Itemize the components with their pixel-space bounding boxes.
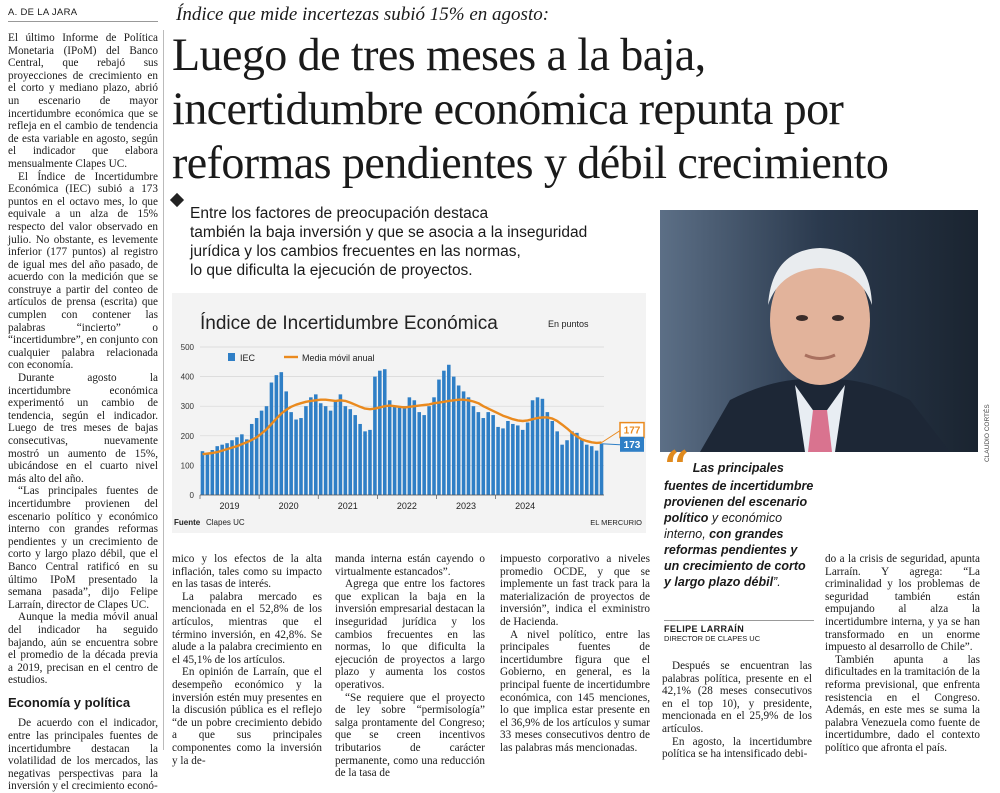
chart-bar: [368, 430, 372, 495]
deck-line: también la baja inversión y que se asocia a la inseguridad: [190, 224, 588, 241]
chart-bar: [280, 372, 284, 495]
paragraph: El Índice de Incertidumbre Económica (IEC) subió a 173 puntos en el octavo mes, lo que equivale a un alza de 15% respecto del valor observado en julio. No obstante, es levemente inferior (177 puntos) al registro de igual mes del año pasado, de acuerdo con la medición que se construye a partir del conteo de artículos de prensa (escrita) que cumplen con contener las palabras “incierto” o “incertidumbre”, en conjunto con cualquier palabra relacionada con economía.: [8, 170, 158, 372]
chart-bar: [521, 430, 525, 495]
chart-bar: [245, 439, 249, 495]
chart-bar: [516, 425, 520, 495]
chart-bar: [201, 451, 205, 495]
deck-bullet: [170, 193, 184, 207]
paragraph: mico y los efectos de la alta inflación, tales como su impacto en las tasas de interés.: [172, 553, 322, 591]
chart-bar: [585, 445, 589, 495]
chart-bar: [334, 400, 338, 495]
legend-label: IEC: [240, 353, 256, 363]
chart-source-label: Fuente: [174, 518, 201, 527]
chart-bar: [299, 418, 303, 495]
chart-unit-label: En puntos: [548, 319, 589, 329]
callout-leader: [602, 444, 620, 445]
chart-bar: [575, 433, 579, 495]
quote-end: ”.: [773, 575, 781, 589]
chart-bar: [344, 406, 348, 495]
x-tick-label: 2024: [515, 501, 536, 511]
chart-bar: [225, 443, 229, 495]
paragraph: En agosto, la incertidumbre política se ha intensificado debi-: [662, 735, 812, 761]
column-1: [8, 32, 158, 793]
column-5: [662, 660, 812, 761]
x-tick-label: 2023: [456, 501, 477, 511]
chart-bar: [270, 383, 274, 495]
chart-bar: [526, 422, 530, 495]
chart-bar: [477, 412, 481, 495]
chart-bar: [541, 399, 545, 495]
chart-bar: [457, 385, 461, 495]
chart-bar: [284, 391, 288, 495]
byline-rule: [8, 21, 158, 22]
kicker: Índice que mide incertezas subió 15% en agosto:: [176, 4, 550, 25]
chart-bar: [442, 371, 446, 495]
chart-bar: [600, 444, 604, 495]
legend-label: Media móvil anual: [302, 353, 375, 363]
paragraph: “Las principales fuentes de incertidumbre provienen del escenario político y económico interno con grandes reformas pendientes y un crecimiento de corto y largo plazo débil, que el Banco Central ratificó en su último IPoM presentado la semana pasada”, dijo Felipe Larraín, director de Clapes UC.: [8, 485, 158, 611]
chart-source: Clapes UC: [206, 518, 245, 527]
chart-bar: [580, 439, 584, 495]
chart-bar: [403, 406, 407, 495]
chart-bar: [294, 420, 298, 495]
chart-bar: [590, 446, 594, 495]
chart-bar: [422, 415, 426, 495]
chart-bar: [501, 428, 505, 495]
quote-author: [664, 620, 814, 644]
chart-bar: [309, 397, 313, 495]
paragraph: Durante agosto la incertidumbre económica experimentó un cambio de tendencia, según el indicador. Luego de tres meses de bajas consecutivas, nuevamente mostró un aumento de 15%, ubicándose en el cuarto nivel más alto del año.: [8, 372, 158, 485]
y-tick-label: 100: [180, 461, 194, 471]
chart-bar: [511, 424, 515, 495]
chart-bar: [472, 406, 476, 495]
paragraph: La palabra mercado es mencionada en el 52,8% de los artículos, mientras que el término inversión, en 42,8%. Se alude a la palabra crecimiento en el 45,1% de los artículos.: [172, 590, 322, 666]
chart-bar: [536, 397, 540, 495]
paragraph: impuesto corporativo a niveles promedio OCDE, y que se implemente un fast track para la materialización de proyectos de inversión”, indica el exministro de Hacienda.: [500, 553, 650, 628]
chart-bar: [314, 394, 318, 495]
deck: [190, 204, 630, 280]
photo-credit: CLAUDIO CORTÉS: [984, 404, 991, 462]
y-tick-label: 200: [180, 431, 194, 441]
chart-bar: [363, 431, 367, 495]
chart-bar: [546, 412, 550, 495]
chart-bar: [373, 377, 377, 495]
y-tick-label: 0: [189, 491, 194, 500]
headline: [172, 28, 981, 190]
chart-bar: [398, 408, 402, 495]
chart-bar: [388, 400, 392, 495]
paragraph: De acuerdo con el indicador, entre las principales fuentes de incertidumbre destacan la volatilidad de los mercados, las negativas perspectivas para la inversión y el crecimiento econó-: [8, 717, 158, 793]
chart-bar: [432, 397, 436, 495]
callout-leader: [602, 431, 620, 443]
chart-bar: [250, 424, 254, 495]
chart-bar: [319, 403, 323, 495]
chart-bar: [348, 409, 352, 495]
paragraph: do a la crisis de seguridad, apunta Larraín. Y agrega: “La criminalidad y los problemas de seguridad también están empujando al alza la incertidumbre interna, y ya se han transformado en un enorme impuesto al desarrollo de Chile”.: [825, 553, 980, 654]
chart-bar: [255, 418, 259, 495]
paragraph: “Se requiere que el proyecto de ley sobre “permisología” salga prontamente del Congreso; que se creen incentivos tributarios de carácter permanente, como una reducción de la tasa de: [335, 691, 485, 780]
chart-bar: [452, 377, 456, 495]
column-2: [172, 553, 322, 767]
chart-bar: [383, 369, 387, 495]
x-tick-label: 2019: [219, 501, 240, 511]
chart-bar: [496, 427, 500, 495]
headline-line: reformas pendientes y débil crecimiento: [172, 137, 889, 189]
y-tick-label: 500: [180, 343, 194, 352]
chart: [172, 293, 646, 533]
x-tick-label: 2020: [278, 501, 299, 511]
byline: A. DE LA JARA: [8, 7, 78, 18]
deck-line: jurídica y los cambios frecuentes en las normas,: [190, 243, 521, 260]
y-tick-label: 400: [180, 372, 194, 382]
chart-bar: [408, 397, 412, 495]
x-tick-label: 2022: [396, 501, 417, 511]
chart-bar: [462, 391, 466, 495]
chart-bar: [329, 411, 333, 495]
chart-bar: [555, 431, 559, 495]
paragraph: Agrega que entre los factores que explican la baja en la inversión empresarial destacan la inseguridad jurídica y los cambios frecuentes en las normas, lo que dificulta la ejecución de proyectos a largo plazo y aumenta los costos operativos.: [335, 578, 485, 691]
column-6: [825, 553, 980, 755]
deck-line: lo que dificulta la ejecución de proyectos.: [190, 262, 473, 279]
chart-bar: [265, 406, 269, 495]
chart-bar: [570, 431, 574, 495]
chart-bar: [467, 397, 471, 495]
chart-bar: [275, 375, 279, 495]
paragraph: A nivel político, entre las principales fuentes de incertidumbre figura que el Gobierno, en general, es la principal fuente de incertidumbre económica, con 145 menciones, lo que implica estar presente en el 36,9% de los artículos y sumar 33 meses consecutivos dentro de las palabras más mencionadas.: [500, 628, 650, 754]
chart-svg: [172, 293, 646, 533]
chart-bar: [353, 415, 357, 495]
chart-bar: [447, 365, 451, 495]
chart-bar: [260, 411, 264, 495]
chart-bar: [324, 406, 328, 495]
portrait-photo: [660, 210, 978, 452]
chart-bar: [550, 421, 554, 495]
quote-text: y económico interno,: [664, 511, 783, 541]
quote-bold: con grandes reformas pendientes y un crecimiento de corto y largo plazo débil: [664, 527, 806, 589]
chart-bar: [393, 406, 397, 495]
portrait-illustration: [660, 210, 978, 452]
chart-bar: [595, 451, 599, 495]
paragraph: En opinión de Larraín, que el desempeño económico y la inversión estén muy presentes en la discusión pública es el reflejo “de un pobre crecimiento debido a que sus principales componentes como la inversión y la de-: [172, 666, 322, 767]
chart-bar: [378, 371, 382, 495]
paragraph: Después se encuentran las palabras política, presente en el 42,1% (28 meses consecutivos en el top 10), y presidente, mencionada en el 25,9% de los artículos.: [662, 660, 812, 735]
x-tick-label: 2021: [337, 501, 358, 511]
chart-bar: [339, 394, 343, 495]
deck-line: Entre los factores de preocupación destaca: [190, 205, 489, 222]
paragraph: También apunta a las dificultades en la tramitación de la reforma previsional, que enfrenta resistencia en el Congreso. Además, en este mes se suma la palabra Venezuela como fuente de incertidumbre, dado el contexto político que afronta el país.: [825, 653, 980, 754]
quote-bold: Las principales fuentes de incertidumbre provienen del escenario político: [664, 461, 814, 525]
chart-bar: [211, 450, 215, 495]
chart-bar: [482, 418, 486, 495]
chart-bar: [531, 400, 535, 495]
chart-title: Índice de Incertidumbre Económica: [200, 313, 498, 334]
column-rule: [163, 30, 164, 750]
column-3: [335, 553, 485, 780]
callout-label: 173: [623, 439, 641, 451]
chart-bar: [206, 454, 210, 495]
legend-swatch-bars: [228, 353, 235, 361]
quote-author-role: DIRECTOR DE CLAPES UC: [664, 634, 761, 643]
chart-bar: [565, 440, 569, 495]
chart-bar: [427, 406, 431, 495]
chart-bar: [506, 421, 510, 495]
chart-bar: [560, 445, 564, 495]
chart-publisher: EL MERCURIO: [590, 518, 642, 527]
column-4: [500, 553, 650, 755]
chart-bar: [486, 412, 490, 495]
chart-bar: [304, 406, 308, 495]
headline-line: incertidumbre económica repunta por: [172, 83, 844, 135]
callout-label: 177: [623, 425, 641, 437]
paragraph: manda interna están cayendo o virtualmente estancados”.: [335, 553, 485, 578]
chart-bar: [413, 400, 417, 495]
paragraph: Aunque la media móvil anual del indicador ha seguido bajando, aún se encuentra sobre el promedio de la década previa a 2019, precisan en el centro de estudios.: [8, 611, 158, 687]
chart-bar: [358, 424, 362, 495]
headline-line: Luego de tres meses a la baja,: [172, 29, 706, 81]
subhead: Economía y política: [8, 694, 131, 710]
quote-mark-icon: “: [664, 442, 690, 493]
pull-quote: [664, 442, 814, 590]
chart-bar: [437, 380, 441, 495]
chart-bar: [289, 412, 293, 495]
chart-bar: [491, 415, 495, 495]
chart-bar: [417, 412, 421, 495]
paragraph: El último Informe de Política Monetaria (IPoM) del Banco Central, que rebajó sus proyecciones de crecimiento en el corto y mediano plazo, abrió un escenario de mayor incertidumbre económica que se refleja en el cambio de tendencia de esta variable en agosto, según el indicador que elabora mensualmente Clapes UC.: [8, 32, 158, 170]
y-tick-label: 300: [180, 402, 194, 412]
quote-author-name: FELIPE LARRAÍN: [664, 624, 745, 634]
